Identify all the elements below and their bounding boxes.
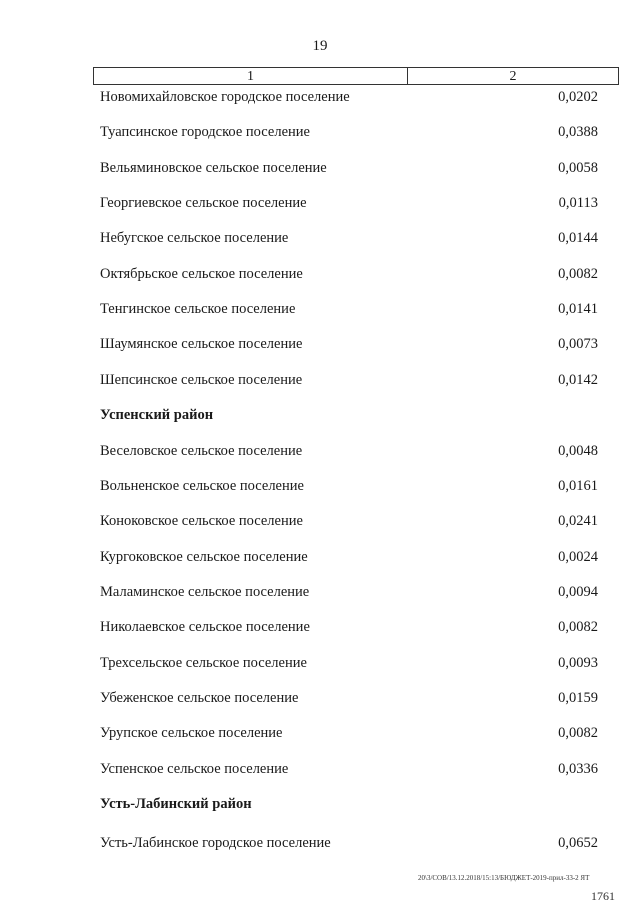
settlement-name: Туапсинское городское поселение [100,124,310,140]
table-row [0,86,640,108]
settlement-name: Новомихайловское городское поселение [100,89,350,105]
coefficient-value: 0,0024 [558,549,598,565]
table-row [0,157,640,179]
coefficient-value: 0,0113 [558,195,598,211]
settlement-name: Коноковское сельское поселение [100,513,303,529]
table-row [0,440,640,462]
table-row [0,722,640,744]
page-number: 19 [312,38,328,54]
table-row [0,546,640,568]
table-row [0,687,640,709]
table-row [0,581,640,603]
settlement-name: Шаумянское сельское поселение [100,336,303,352]
table-row [0,121,640,143]
table-row [0,758,640,780]
table-row [0,369,640,391]
coefficient-value: 0,0202 [558,89,598,105]
coefficient-value: 0,0142 [558,372,598,388]
coefficient-value: 0,0094 [558,584,598,600]
footer-page-number: 1761 [591,889,615,903]
coefficient-value: 0,0144 [558,230,598,246]
coefficient-value: 0,0073 [558,336,598,352]
settlement-name: Вельяминовское сельское поселение [100,160,327,176]
coefficient-value: 0,0082 [558,725,598,741]
table-row [0,475,640,497]
table-row [0,333,640,355]
settlement-name: Усть-Лабинское городское поселение [100,835,331,851]
column-header-1: 1 [94,68,408,84]
table-row [0,298,640,320]
settlement-name: Убеженское сельское поселение [100,690,299,706]
section-heading-row [0,793,640,815]
column-header-2: 2 [509,69,517,84]
coefficient-value: 0,0652 [558,835,598,851]
settlement-name: Успенское сельское поселение [100,761,289,777]
coefficient-value: 0,0241 [558,513,598,529]
table-row [0,227,640,249]
table-header [93,67,619,85]
settlement-name: Небугское сельское поселение [100,230,289,246]
settlement-name: Шепсинское сельское поселение [100,372,303,388]
table-row [0,192,640,214]
coefficient-value: 0,0093 [558,655,598,671]
coefficient-value: 0,0058 [558,160,598,176]
table-row [0,652,640,674]
table-row [0,832,640,854]
settlement-name: Вольненское сельское поселение [100,478,304,494]
table-row [0,616,640,638]
district-name: Успенский район [100,407,214,423]
section-heading-row [0,404,640,426]
settlement-name: Веселовское сельское поселение [100,443,303,459]
settlement-name: Кургоковское сельское поселение [100,549,308,565]
settlement-name: Тенгинское сельское поселение [100,301,296,317]
table-row [0,510,640,532]
table-row [0,263,640,285]
settlement-name: Урупское сельское поселение [100,725,283,741]
settlement-name: Октябрьское сельское поселение [100,266,303,282]
coefficient-value: 0,0082 [558,266,598,282]
document-reference: 20\3/СОВ/13.12.2018/15:13/БЮДЖЕТ-2019-прил-33-2 ЯТ [418,874,590,882]
coefficient-value: 0,0388 [558,124,598,140]
settlement-name: Маламинское сельское поселение [100,584,310,600]
coefficient-value: 0,0082 [558,619,598,635]
coefficient-value: 0,0048 [558,443,598,459]
coefficient-value: 0,0161 [558,478,598,494]
coefficient-value: 0,0336 [558,761,598,777]
coefficient-value: 0,0159 [558,690,598,706]
district-name: Усть-Лабинский район [100,796,252,812]
coefficient-value: 0,0141 [558,301,598,317]
settlement-name: Николаевское сельское поселение [100,619,310,635]
settlement-name: Трехсельское сельское поселение [100,655,307,671]
settlement-name: Георгиевское сельское поселение [100,195,307,211]
